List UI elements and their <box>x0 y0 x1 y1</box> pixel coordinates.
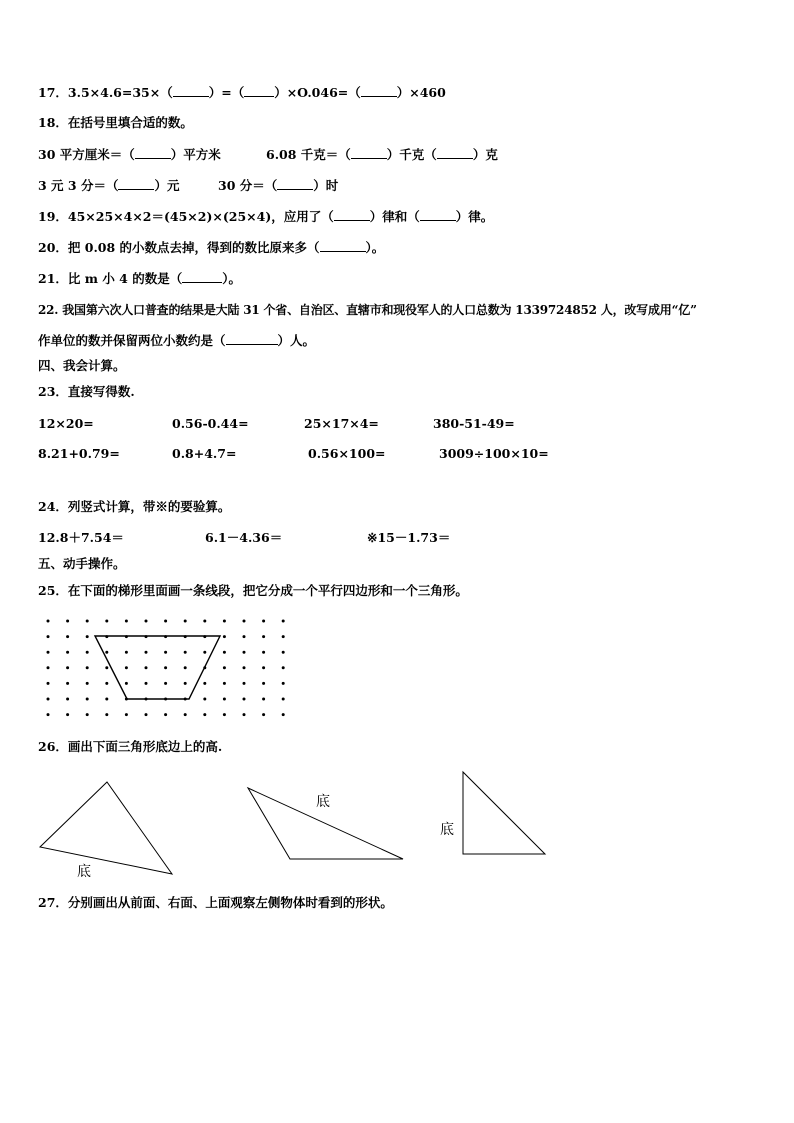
grid-dot <box>223 666 226 669</box>
triangle-1[interactable] <box>35 776 185 886</box>
vertical-calc-item: 12.8＋7.54＝ <box>38 530 124 545</box>
vertical-calc-item: ※15－1.73＝ <box>367 530 451 545</box>
grid-dot <box>184 651 187 654</box>
grid-dot <box>223 713 226 716</box>
grid-dot <box>145 666 148 669</box>
grid-dot <box>47 635 50 638</box>
grid-dot <box>66 713 69 716</box>
calc-item: 3009÷100×10= <box>439 446 549 461</box>
grid-dot <box>47 698 50 701</box>
grid-dot <box>282 682 285 685</box>
question-18-row-2-part-2: 30 分＝（ ）时 <box>218 178 339 193</box>
answer-blank[interactable] <box>320 239 366 252</box>
answer-blank[interactable] <box>420 208 456 221</box>
triangle-2[interactable] <box>240 781 410 881</box>
answer-blank[interactable] <box>334 208 370 221</box>
question-18-row-1-part-2: 6.08 千克＝（ ）千克（ ）克 <box>266 147 498 162</box>
grid-dot <box>86 682 89 685</box>
question-19: 19．45×25×4×2＝(45×2)×(25×4)，应用了（ ）律和（ ）律。 <box>38 209 494 224</box>
grid-dot <box>47 713 50 716</box>
grid-dot <box>223 635 226 638</box>
answer-blank[interactable] <box>226 332 278 345</box>
question-17-number: 17． <box>38 85 68 100</box>
answer-blank[interactable] <box>244 84 274 97</box>
question-18-title: 18．在括号里填合适的数。 <box>38 115 193 130</box>
grid-dot <box>223 651 226 654</box>
question-26-title: 26．画出下面三角形底边上的高. <box>38 739 223 754</box>
calc-item: 0.8+4.7= <box>172 446 237 461</box>
grid-dot <box>86 698 89 701</box>
answer-blank[interactable] <box>351 146 387 159</box>
grid-dot <box>164 666 167 669</box>
grid-dot <box>282 635 285 638</box>
calc-item: 380-51-49= <box>433 416 515 431</box>
grid-dot <box>282 713 285 716</box>
dot-grid <box>47 620 285 717</box>
grid-dot <box>105 713 108 716</box>
grid-dot <box>243 651 246 654</box>
grid-dot <box>164 651 167 654</box>
triangle-3[interactable] <box>435 767 555 867</box>
question-22-line-1: 22. 我国第六次人口普查的结果是大陆 31 个省、自治区、直辖市和现役军人的人口总数为 1339724852 人，改写成用“亿” <box>38 303 697 317</box>
grid-dot <box>243 698 246 701</box>
vertical-calc-item: 6.1－4.36＝ <box>205 530 283 545</box>
grid-dot <box>145 620 148 623</box>
trapezoid <box>95 636 220 699</box>
base-label: 底 <box>316 794 330 810</box>
grid-dot <box>164 620 167 623</box>
calc-item: 12×20= <box>38 416 94 431</box>
grid-dot <box>125 651 128 654</box>
grid-dot <box>66 666 69 669</box>
answer-blank[interactable] <box>277 177 313 190</box>
question-27-title: 27．分别画出从前面、右面、上面观察左侧物体时看到的形状。 <box>38 895 393 910</box>
grid-dot <box>262 620 265 623</box>
grid-dot <box>86 620 89 623</box>
grid-dot <box>262 698 265 701</box>
question-20: 20．把 0.08 的小数点去掉，得到的数比原来多（ ）。 <box>38 240 385 255</box>
question-25-title: 25．在下面的梯形里面画一条线段，把它分成一个平行四边形和一个三角形。 <box>38 583 468 598</box>
question-18-row-2: 3 元 3 分＝（ ）元 <box>38 178 180 193</box>
grid-dot <box>145 713 148 716</box>
section-5-heading: 五、动手操作。 <box>38 556 126 571</box>
question-23-title: 23．直接写得数. <box>38 384 135 399</box>
grid-dot <box>86 666 89 669</box>
grid-dot <box>223 620 226 623</box>
calc-item: 0.56-0.44= <box>172 416 249 431</box>
grid-dot <box>223 698 226 701</box>
grid-dot <box>66 651 69 654</box>
grid-dot <box>223 682 226 685</box>
grid-dot <box>164 682 167 685</box>
base-label: 底 <box>77 864 91 880</box>
grid-dot <box>47 666 50 669</box>
grid-dot <box>145 651 148 654</box>
question-18-row-1: 30 平方厘米＝（ ）平方米 <box>38 147 221 162</box>
grid-dot <box>47 682 50 685</box>
grid-dot <box>184 666 187 669</box>
grid-dot <box>243 620 246 623</box>
grid-dot <box>86 635 89 638</box>
grid-dot <box>66 698 69 701</box>
grid-dot <box>86 713 89 716</box>
calc-item: 25×17×4= <box>304 416 379 431</box>
grid-dot <box>145 682 148 685</box>
calc-item: 8.21+0.79= <box>38 446 120 461</box>
grid-dot <box>125 682 128 685</box>
grid-dot <box>66 620 69 623</box>
dot-grid-trapezoid-figure[interactable] <box>40 613 300 723</box>
grid-dot <box>243 713 246 716</box>
grid-dot <box>243 682 246 685</box>
grid-dot <box>243 666 246 669</box>
grid-dot <box>184 713 187 716</box>
grid-dot <box>262 666 265 669</box>
grid-dot <box>184 682 187 685</box>
answer-blank[interactable] <box>361 84 397 97</box>
calc-item: 0.56×100= <box>308 446 386 461</box>
answer-blank[interactable] <box>135 146 171 159</box>
section-4-heading: 四、我会计算。 <box>38 358 126 373</box>
grid-dot <box>125 713 128 716</box>
grid-dot <box>282 698 285 701</box>
grid-dot <box>125 620 128 623</box>
grid-dot <box>203 713 206 716</box>
grid-dot <box>203 682 206 685</box>
grid-dot <box>125 666 128 669</box>
grid-dot <box>105 698 108 701</box>
grid-dot <box>282 666 285 669</box>
answer-blank[interactable] <box>437 146 473 159</box>
base-label: 底 <box>440 822 454 838</box>
grid-dot <box>47 651 50 654</box>
question-17: 17．3.5×4.6=35×（ ）=（ ）×O.046=（ ）×460 <box>38 85 446 100</box>
answer-blank[interactable] <box>182 270 222 283</box>
grid-dot <box>47 620 50 623</box>
grid-dot <box>203 698 206 701</box>
grid-dot <box>105 666 108 669</box>
answer-blank[interactable] <box>173 84 209 97</box>
grid-dot <box>164 713 167 716</box>
grid-dot <box>203 620 206 623</box>
grid-dot <box>243 635 246 638</box>
grid-dot <box>262 682 265 685</box>
question-21: 21．比 m 小 4 的数是（ ）。 <box>38 271 241 286</box>
grid-dot <box>66 682 69 685</box>
question-24-title: 24．列竖式计算，带※的要验算。 <box>38 499 231 514</box>
grid-dot <box>184 620 187 623</box>
grid-dot <box>262 651 265 654</box>
question-22-line-2: 作单位的数并保留两位小数约是（ ）人。 <box>38 333 316 348</box>
grid-dot <box>282 651 285 654</box>
answer-blank[interactable] <box>118 177 154 190</box>
grid-dot <box>105 682 108 685</box>
grid-dot <box>203 651 206 654</box>
grid-dot <box>105 651 108 654</box>
grid-dot <box>86 651 89 654</box>
grid-dot <box>282 620 285 623</box>
grid-dot <box>66 635 69 638</box>
grid-dot <box>105 620 108 623</box>
grid-dot <box>262 713 265 716</box>
grid-dot <box>262 635 265 638</box>
